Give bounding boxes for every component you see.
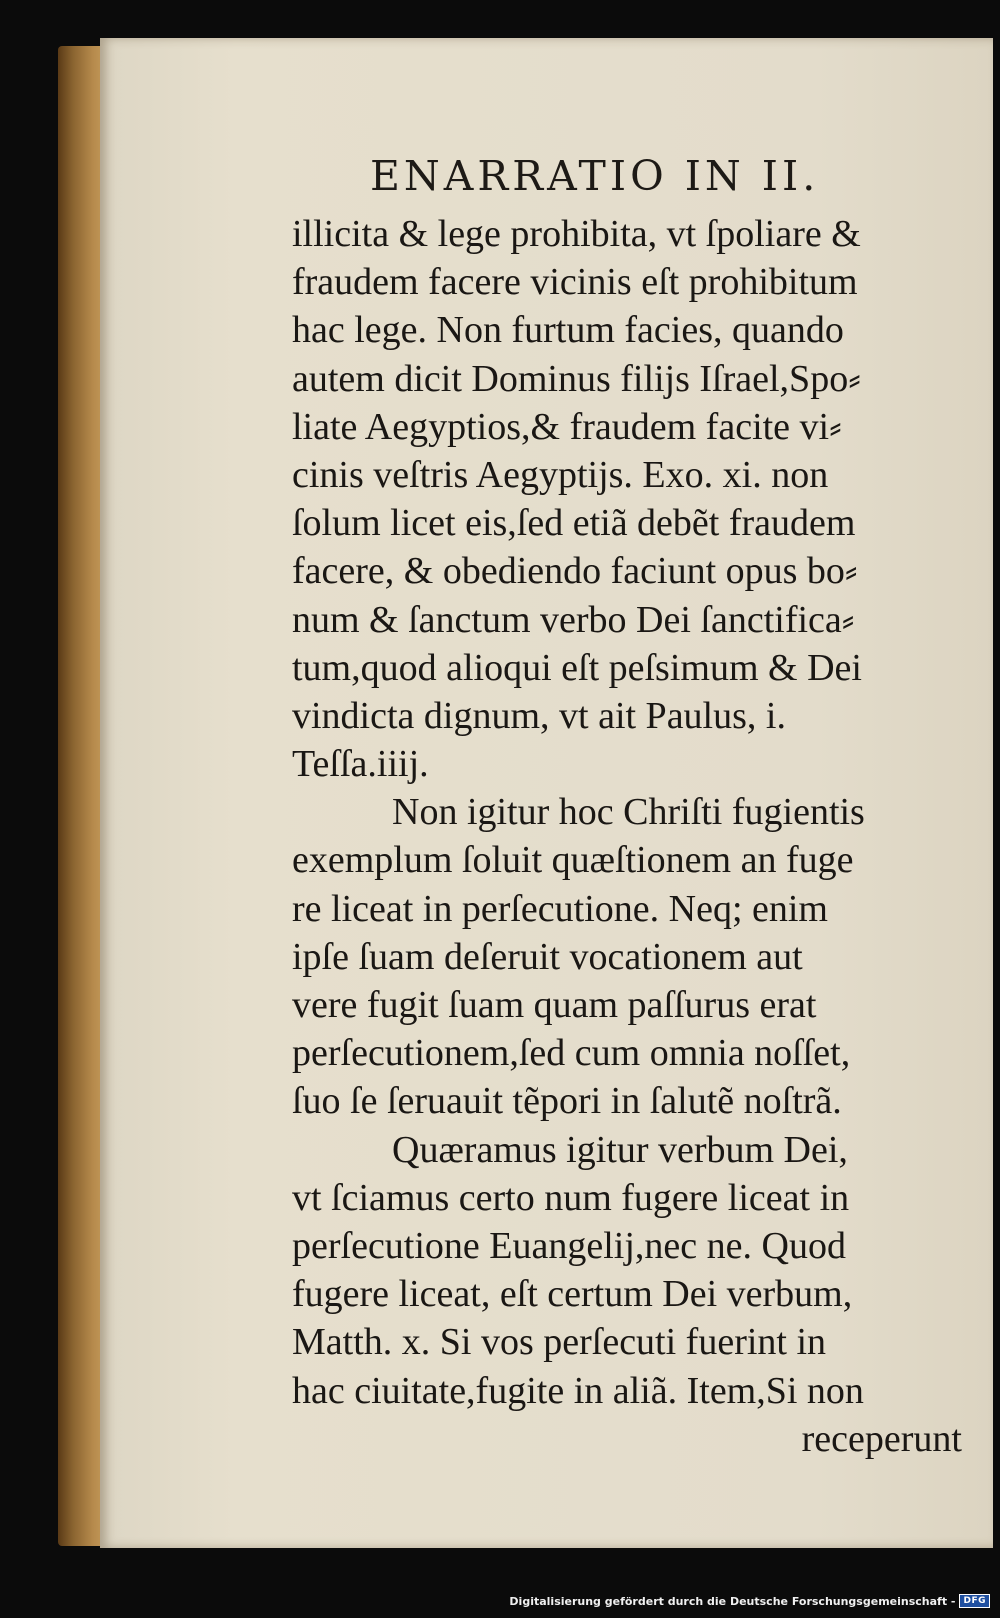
paragraph-start-line: Quæramus igitur verbum Dei, (392, 1128, 848, 1171)
text-line: exemplum ſoluit quæſtionem an fuge (292, 839, 854, 882)
text-line: hac ciuitate,fugite in aliã. Item,Si non (292, 1369, 864, 1412)
text-line: ſuo ſe ſeruauit tẽpori in ſalutẽ noſtrã. (292, 1080, 842, 1123)
credit-text: Digitalisierung gefördert durch die Deutsche Forschungsgemeinschaft - (509, 1594, 956, 1608)
text-line: perſecutionem,ſed cum omnia noſſet, (292, 1032, 851, 1075)
paragraph-start-line: Non igitur hoc Chriſti fugientis (392, 791, 865, 834)
text-line: perſecutione Euangelij,nec ne. Quod (292, 1224, 846, 1267)
dfg-logo: DFG (959, 1594, 990, 1608)
digitization-credit (509, 1594, 990, 1608)
catchword: receperunt (801, 1417, 962, 1460)
page-body-text (292, 210, 972, 1463)
text-line: liate Aegyptios,& fraudem facite vi⸗ (292, 405, 842, 448)
text-line: ſolum licet eis,ſed etiã debẽt fraudem (292, 502, 856, 545)
text-line: num & ſanctum verbo Dei ſanctifica⸗ (292, 598, 855, 641)
running-head: ENARRATIO IN II. (370, 152, 820, 200)
text-line: tum,quod alioqui eſt peſsimum & Dei (292, 646, 862, 689)
text-line: illicita & lege prohibita, vt ſpoliare & (292, 213, 861, 255)
text-line: fugere liceat, eſt certum Dei verbum, (292, 1273, 853, 1316)
text-line: ipſe ſuam deſeruit vocationem aut (292, 935, 803, 978)
text-line: vere fugit ſuam quam paſſurus erat (292, 984, 817, 1026)
text-line: vindicta dignum, vt ait Paulus, i. (292, 694, 786, 737)
text-line: Matth. x. Si vos perſecuti fuerint in (292, 1321, 827, 1364)
text-line: fraudem facere vicinis eſt prohibitum (292, 261, 858, 304)
text-line: hac lege. Non furtum facies, quando (292, 309, 844, 352)
text-line: cinis veſtris Aegyptijs. Exo. xi. non (292, 453, 829, 496)
text-line: vt ſciamus certo num fugere liceat in (292, 1176, 850, 1219)
text-line: facere, & obediendo faciunt opus bo⸗ (292, 550, 858, 593)
text-line: Teſſa.iiij. (292, 743, 429, 786)
text-line: re liceat in perſecutione. Neq; enim (292, 887, 828, 930)
text-line: autem dicit Dominus filijs Iſrael,Spo⸗ (292, 357, 861, 400)
